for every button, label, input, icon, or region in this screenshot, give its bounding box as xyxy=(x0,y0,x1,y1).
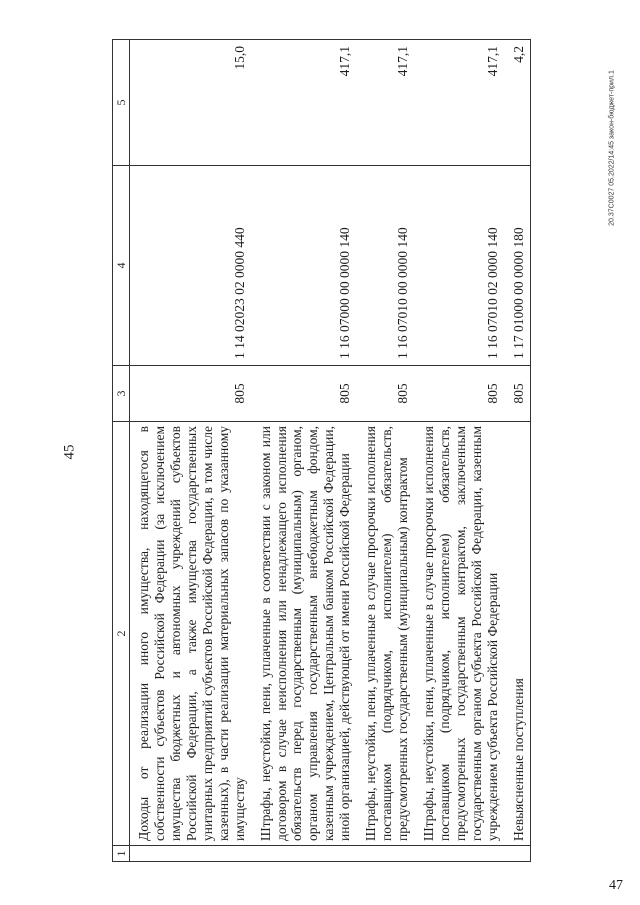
row-classification-code: 1 14 02023 02 0000 440 xyxy=(130,166,252,366)
row-index xyxy=(415,846,505,862)
header-col-1: 1 xyxy=(113,846,130,862)
table-row xyxy=(505,40,531,862)
revenue-table xyxy=(112,39,531,862)
row-admin-code: 805 xyxy=(252,366,358,422)
row-description: Штрафы, неустойки, пени, уплаченные в соответствии с законом или договором в случае неисполнения или ненадлежащего исполнения обязательств перед государственным (муниципальным) органом, органом управления государственным внебюджетным фондом, казенным учреждением, Центральным банком Российской Федерации, иной организацией, действующей от имени Российской Федерации xyxy=(252,422,358,846)
table-row xyxy=(357,40,415,862)
row-admin-code: 805 xyxy=(505,366,531,422)
row-amount: 417,1 xyxy=(357,40,415,166)
row-index xyxy=(505,846,531,862)
row-index xyxy=(130,846,252,862)
row-index xyxy=(357,846,415,862)
row-classification-code: 1 17 01000 00 0000 180 xyxy=(505,166,531,366)
header-col-5: 5 xyxy=(113,40,130,166)
row-description: Невыясненные поступления xyxy=(505,422,531,846)
document-id-text: 20.37C0027 05.2022/14:45 закон-бюджет-прил.1 xyxy=(608,70,616,226)
row-admin-code: 805 xyxy=(415,366,505,422)
row-description: Доходы от реализации иного имущества, находящегося в собственности субъектов Российской Федерации (за исключением имущества бюджетных и автономных учреждений субъектов Российской Федерации, а также имущества государственных унитарных предприятий субъектов Российской Федерации, в том числе казенных), в части реализации материальных запасов по указанному имуществу xyxy=(130,422,252,846)
row-classification-code: 1 16 07010 02 0000 140 xyxy=(415,166,505,366)
header-col-4: 4 xyxy=(113,166,130,366)
table-row xyxy=(415,40,505,862)
table-row xyxy=(252,40,358,862)
row-index xyxy=(252,846,358,862)
row-amount: 417,1 xyxy=(252,40,358,166)
row-amount: 15,0 xyxy=(130,40,252,166)
row-admin-code: 805 xyxy=(130,366,252,422)
header-col-3: 3 xyxy=(113,366,130,422)
table-header-row xyxy=(113,40,130,862)
page-number: 45 xyxy=(61,444,78,460)
row-description: Штрафы, неустойки, пени, уплаченные в случае просрочки исполнения поставщиком (подрядчиком, исполнителем) обязательств, предусмотренных государственным контрактом, заключенным государственным органом субъекта Российской Федерации, казенным учреждением субъекта Российской Федерации xyxy=(415,422,505,846)
row-classification-code: 1 16 07010 00 0000 140 xyxy=(357,166,415,366)
row-admin-code: 805 xyxy=(357,366,415,422)
sheet-number: 47 xyxy=(609,878,623,893)
table-row xyxy=(130,40,252,862)
row-classification-code: 1 16 07000 00 0000 140 xyxy=(252,166,358,366)
header-col-2: 2 xyxy=(113,422,130,846)
row-description: Штрафы, неустойки, пени, уплаченные в случае просрочки исполнения поставщиком (подрядчиком, исполнителем) обязательств, предусмотренных государственным (муниципальным) контрактом xyxy=(357,422,415,846)
row-amount: 417,1 xyxy=(415,40,505,166)
rotated-table-container xyxy=(112,40,592,862)
row-amount: 4,2 xyxy=(505,40,531,166)
